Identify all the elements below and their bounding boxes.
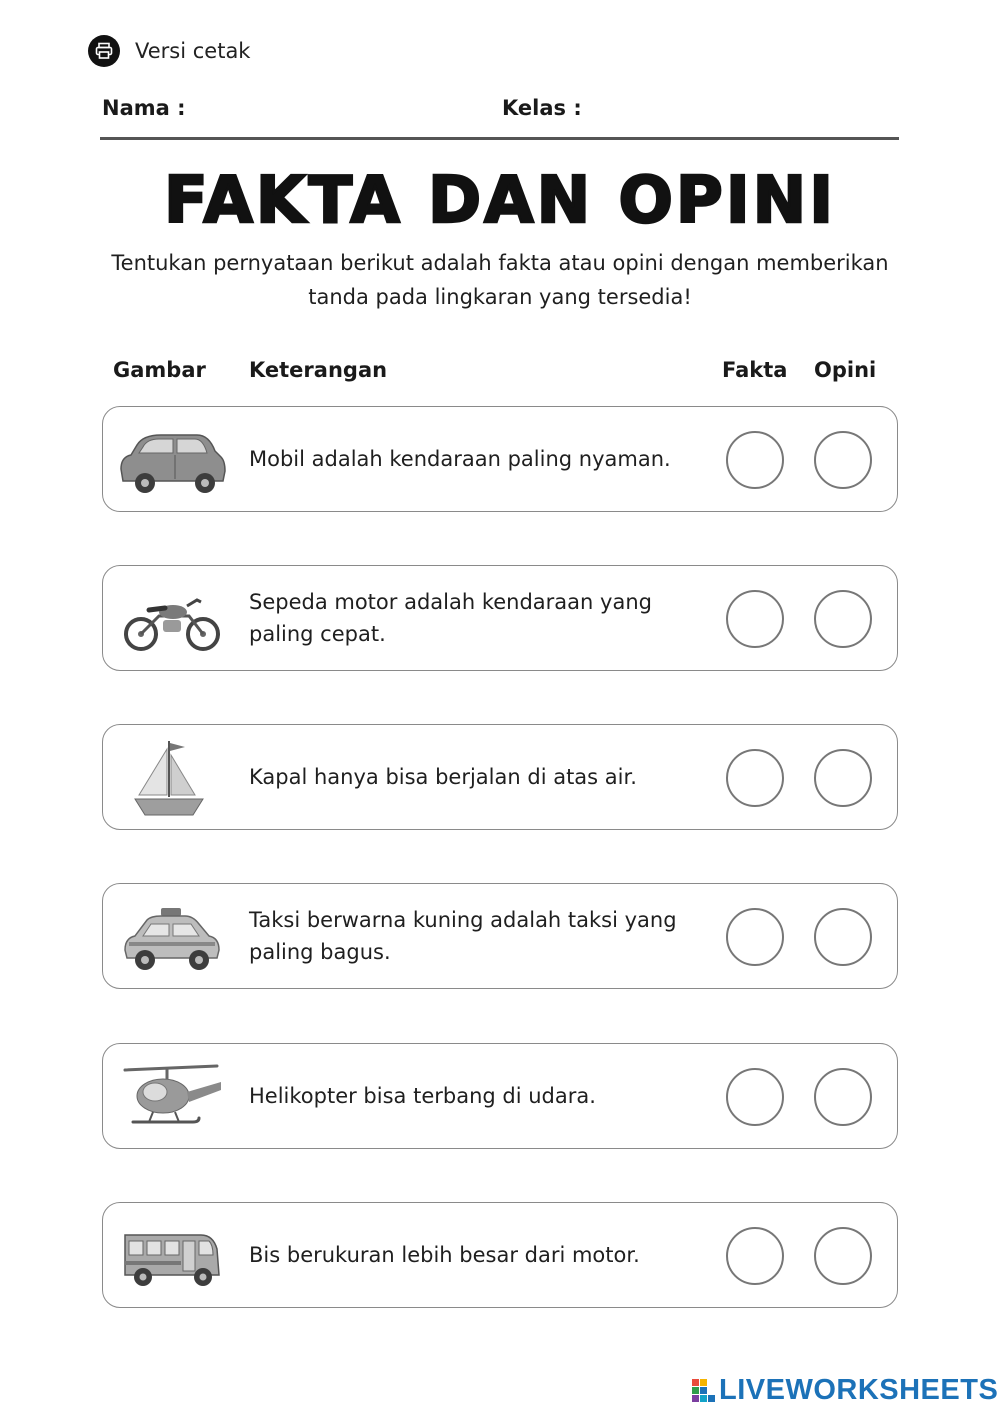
opinion-option[interactable] — [814, 1068, 872, 1126]
opinion-option[interactable] — [814, 431, 872, 489]
statement-text: Kapal hanya bisa berjalan di atas air. — [249, 765, 637, 789]
statement-row — [102, 406, 898, 512]
taxi-icon — [117, 894, 227, 978]
liveworksheets-brand — [692, 1372, 998, 1408]
print-version-link[interactable] — [88, 34, 250, 68]
fact-option[interactable] — [726, 1068, 784, 1126]
statement-text: Helikopter bisa terbang di udara. — [249, 1084, 596, 1108]
statement-text: Taksi berwarna kuning adalah taksi yang paling bagus. — [249, 908, 677, 964]
statement-row — [102, 724, 898, 830]
car-icon — [117, 417, 227, 501]
statement-row — [102, 565, 898, 671]
name-label: Nama : — [102, 96, 186, 120]
opinion-option[interactable] — [814, 1227, 872, 1285]
opinion-option[interactable] — [814, 749, 872, 807]
header-divider — [100, 137, 899, 140]
liveworksheets-logo-icon — [692, 1377, 716, 1403]
column-header-fact: Fakta — [722, 358, 788, 382]
fact-option[interactable] — [726, 1227, 784, 1285]
bus-icon — [117, 1213, 227, 1297]
statement-text: Sepeda motor adalah kendaraan yang paling cepat. — [249, 590, 652, 646]
statement-row — [102, 1043, 898, 1149]
opinion-option[interactable] — [814, 590, 872, 648]
fact-option[interactable] — [726, 908, 784, 966]
statement-row — [102, 883, 898, 989]
class-label: Kelas : — [502, 96, 582, 120]
column-header-opinion: Opini — [814, 358, 877, 382]
fact-option[interactable] — [726, 749, 784, 807]
fact-option[interactable] — [726, 431, 784, 489]
motorcycle-icon — [117, 576, 227, 660]
column-header-image: Gambar — [113, 358, 206, 382]
fact-option[interactable] — [726, 590, 784, 648]
helicopter-icon — [117, 1054, 227, 1138]
printer-icon — [88, 35, 120, 67]
statement-row — [102, 1202, 898, 1308]
worksheet-title: FAKTA DAN OPINI — [164, 164, 836, 238]
print-version-label: Versi cetak — [135, 39, 251, 63]
column-header-description: Keterangan — [249, 358, 388, 382]
statement-text: Bis berukuran lebih besar dari motor. — [249, 1243, 640, 1267]
statement-text: Mobil adalah kendaraan paling nyaman. — [249, 447, 671, 471]
sailboat-icon — [117, 735, 227, 819]
student-info — [102, 96, 898, 130]
instructions: Tentukan pernyataan berikut adalah fakta atau opini dengan memberikan tanda pada lingkaran yang tersedia! — [111, 251, 889, 309]
opinion-option[interactable] — [814, 908, 872, 966]
liveworksheets-wordmark: LIVEWORKSHEETS — [719, 1373, 999, 1406]
